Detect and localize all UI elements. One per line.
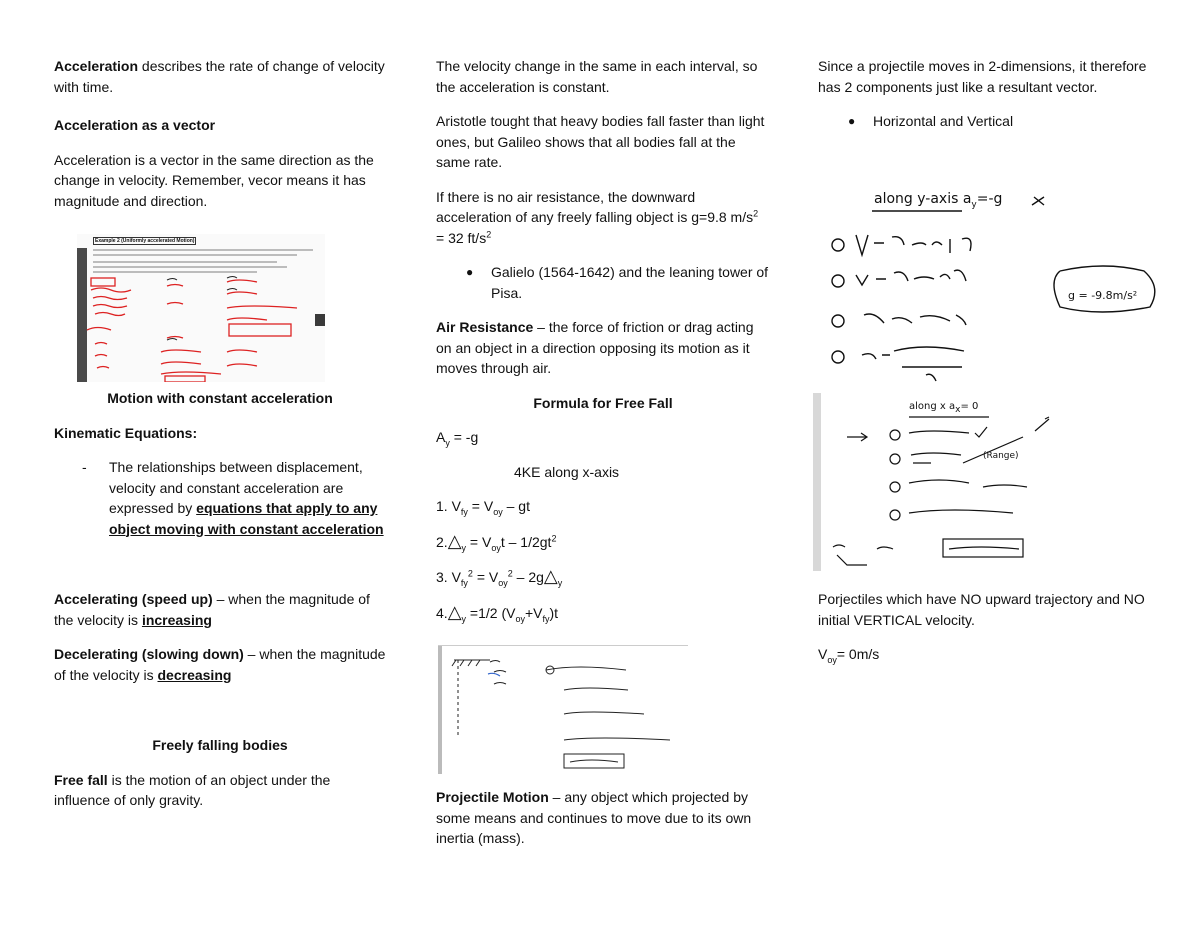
column-2-lower: [436, 787, 770, 849]
formula-2: $2.\triangle_y = V_{oy}t - 1/2gt^2$: [436, 530, 557, 553]
free-fall-definition: Free fall is the motion of an object under the influence of only gravity.: [54, 771, 331, 808]
acceleration-vector-text: Acceleration is a vector in the same direction as the change in velocity. Remember, vecor means it has magnitude and direction.: [54, 151, 374, 209]
formula-3: 3. $V_{fy}^2 = V_{oy}^2$ – $2g\triangle_y$: [436, 566, 563, 588]
example-title: Example 2 (Uniformly accelerated Motion): [95, 238, 195, 244]
accelerating-text: Accelerating (speed up) – when the magnitude of the velocity is increasing: [54, 591, 370, 628]
kinematic-list-item: - The relationships between displacement, velocity and constant acceleration are expressed by equations that apply to any object moving with constant acceleration: [82, 459, 384, 537]
heading-kinematic: Kinematic Equations:: [54, 424, 198, 441]
free-fall-acceleration-text: If there is no air resistance, the downward acceleration of any freely falling object is g=9.8 $m/s^2 = 32$ $ft/s^2$: [436, 188, 759, 246]
heading-freely-falling: Freely falling bodies: [152, 737, 288, 753]
column-1: [54, 56, 386, 211]
aristotle-text: Aristotle tought that heavy bodies fall faster than light ones, but Galileo shows that all bodies fall at the same rate.: [436, 113, 765, 170]
components-bullet: ● Horizontal and Vertical: [848, 113, 1014, 129]
no-upward-trajectory-text: Porjectiles which have NO upward trajectory and NO initial VERTICAL velocity.: [818, 591, 1145, 628]
y-axis-handwritten-equations: along y-axis $a_y=-g$ g = -9.8m/s²: [822, 185, 1162, 385]
range-label: (Range): [983, 451, 1019, 461]
heading-acceleration-vector: Acceleration as a vector: [54, 117, 216, 133]
handwritten-notes-red: [77, 234, 325, 382]
voy-zero-text: $V_{oy}= 0m/s$: [818, 646, 880, 665]
formula-4: $4.\triangle_y =1/2$ $(V_{oy}+V_{fy})t$: [436, 601, 559, 624]
column-3-lower: [818, 589, 1148, 665]
column-1-lower: [54, 388, 386, 811]
column-2: [436, 56, 770, 623]
formula-1: 1. $V_{fy} = V_{oy}$ – gt: [436, 498, 530, 517]
column-3: [818, 56, 1148, 132]
ke-along-x-axis: 4KE along x-axis: [514, 463, 620, 480]
projectile-2d-text: Since a projectile moves in 2-dimensions, it therefore has 2 components just like a resultant vector.: [818, 58, 1147, 95]
air-resistance-text: Air Resistance – the force of friction or drag acting on an object in a direction opposing its motion as it moves through air.: [436, 319, 754, 376]
image-caption: Motion with constant acceleration: [107, 390, 333, 406]
projectile-motion-text: Projectile Motion – any object which projected by some means and continues to move due to its own inertia (mass).: [436, 789, 752, 846]
velocity-change-text: The velocity change in the same in each interval, so the acceleration is constant.: [436, 58, 758, 95]
g-value-circled: g = -9.8m/s²: [1068, 289, 1138, 302]
x-axis-handwritten-image: along x $a_x= 0$ (Range): [813, 393, 1058, 571]
example-screenshot-image: [77, 234, 325, 382]
heading-formula-free-fall: Formula for Free Fall: [533, 394, 673, 411]
galileo-bullet: ● Galielo (1564-1642) and the leaning tower of Pisa.: [466, 264, 769, 301]
acceleration-definition: Acceleration describes the rate of change of velocity with time.: [54, 58, 385, 95]
decelerating-text: Decelerating (slowing down) – when the magnitude of the velocity is decreasing: [54, 646, 386, 683]
formula-ay: $A_y = -g$: [436, 429, 479, 448]
freefall-handwritten-image: [438, 645, 688, 774]
